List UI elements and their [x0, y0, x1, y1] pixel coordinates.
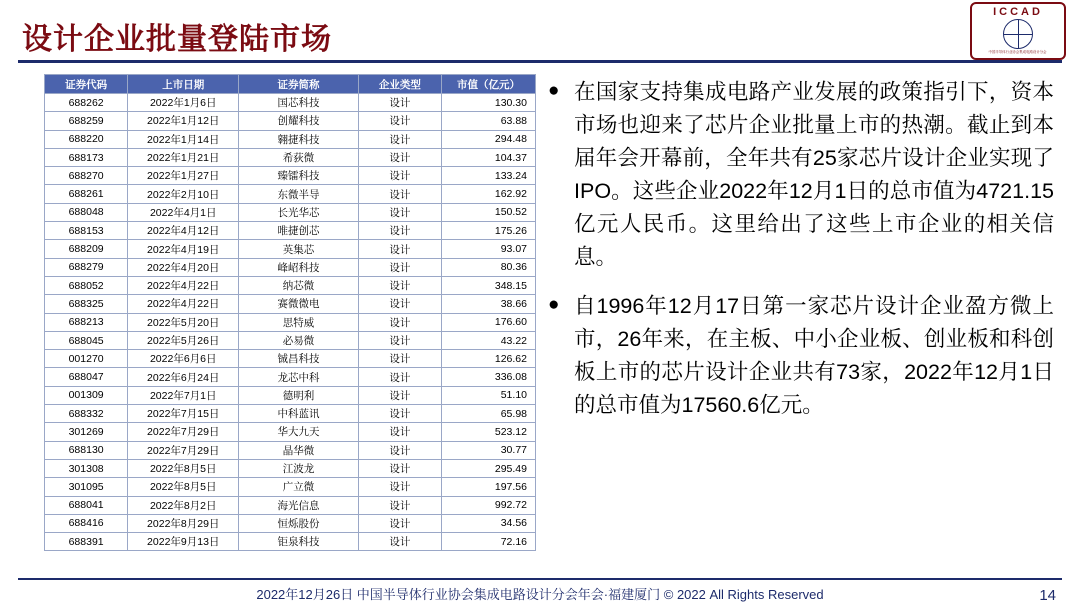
- list-item: [548, 290, 1054, 422]
- cell-marketcap: 130.30: [442, 94, 536, 112]
- cell-code: 688261: [45, 185, 128, 203]
- cell-name: 希荻微: [239, 148, 359, 166]
- table-row: [45, 386, 536, 404]
- globe-icon: [1003, 19, 1033, 49]
- cell-code: 688259: [45, 112, 128, 130]
- cell-type: 设计: [358, 240, 441, 258]
- table-row: [45, 258, 536, 276]
- logo-letters: ICCAD: [993, 6, 1043, 18]
- cell-type: 设计: [358, 533, 441, 551]
- column-header-date: 上市日期: [128, 75, 239, 94]
- cell-name: 广立微: [239, 478, 359, 496]
- cell-type: 设计: [358, 441, 441, 459]
- cell-name: 龙芯中科: [239, 368, 359, 386]
- cell-type: 设计: [358, 514, 441, 532]
- bullet-dot-icon: ●: [548, 80, 560, 101]
- cell-date: 2022年4月1日: [128, 203, 239, 221]
- cell-marketcap: 51.10: [442, 386, 536, 404]
- table-row: [45, 313, 536, 331]
- cell-name: 中科蓝讯: [239, 405, 359, 423]
- iccad-logo: [970, 2, 1066, 60]
- cell-code: 688279: [45, 258, 128, 276]
- cell-marketcap: 72.16: [442, 533, 536, 551]
- cell-name: 钜泉科技: [239, 533, 359, 551]
- bullet-list: [548, 76, 1054, 438]
- cell-code: 688153: [45, 222, 128, 240]
- cell-name: 国芯科技: [239, 94, 359, 112]
- table-row: [45, 276, 536, 294]
- cell-name: 赛微微电: [239, 295, 359, 313]
- cell-marketcap: 336.08: [442, 368, 536, 386]
- table-row: [45, 222, 536, 240]
- cell-type: 设计: [358, 276, 441, 294]
- cell-date: 2022年1月21日: [128, 148, 239, 166]
- cell-type: 设计: [358, 295, 441, 313]
- cell-code: 001270: [45, 350, 128, 368]
- cell-name: 华大九天: [239, 423, 359, 441]
- cell-code: 688391: [45, 533, 128, 551]
- cell-type: 设计: [358, 258, 441, 276]
- cell-type: 设计: [358, 496, 441, 514]
- cell-code: 688332: [45, 405, 128, 423]
- cell-code: 688270: [45, 167, 128, 185]
- cell-date: 2022年4月22日: [128, 295, 239, 313]
- cell-type: 设计: [358, 386, 441, 404]
- footer-note: 2022年12月26日 中国半导体行业协会集成电路设计分会年会·福建厦门 © 2022 All Rights Reserved: [256, 587, 824, 602]
- table-row: [45, 130, 536, 148]
- cell-type: 设计: [358, 148, 441, 166]
- cell-type: 设计: [358, 94, 441, 112]
- cell-date: 2022年4月22日: [128, 276, 239, 294]
- cell-date: 2022年1月12日: [128, 112, 239, 130]
- table-row: [45, 459, 536, 477]
- cell-date: 2022年6月24日: [128, 368, 239, 386]
- cell-name: 峰岹科技: [239, 258, 359, 276]
- table-row: [45, 478, 536, 496]
- cell-type: 设计: [358, 222, 441, 240]
- cell-marketcap: 126.62: [442, 350, 536, 368]
- table-row: [45, 533, 536, 551]
- cell-type: 设计: [358, 478, 441, 496]
- cell-marketcap: 150.52: [442, 203, 536, 221]
- cell-code: 688130: [45, 441, 128, 459]
- cell-date: 2022年6月6日: [128, 350, 239, 368]
- cell-name: 德明利: [239, 386, 359, 404]
- cell-name: 长光华芯: [239, 203, 359, 221]
- cell-code: 301095: [45, 478, 128, 496]
- listed-companies-table: [44, 74, 536, 551]
- table-row: [45, 514, 536, 532]
- cell-marketcap: 523.12: [442, 423, 536, 441]
- table-row: [45, 441, 536, 459]
- cell-date: 2022年1月6日: [128, 94, 239, 112]
- cell-name: 臻镭科技: [239, 167, 359, 185]
- cell-type: 设计: [358, 331, 441, 349]
- cell-name: 恒烁股份: [239, 514, 359, 532]
- cell-name: 海光信息: [239, 496, 359, 514]
- column-header-marketcap: 市值（亿元）: [442, 75, 536, 94]
- table-row: [45, 94, 536, 112]
- cell-marketcap: 43.22: [442, 331, 536, 349]
- cell-code: 688048: [45, 203, 128, 221]
- cell-marketcap: 63.88: [442, 112, 536, 130]
- cell-type: 设计: [358, 313, 441, 331]
- cell-code: 688209: [45, 240, 128, 258]
- cell-date: 2022年4月12日: [128, 222, 239, 240]
- table-row: [45, 112, 536, 130]
- cell-marketcap: 992.72: [442, 496, 536, 514]
- cell-code: 688173: [45, 148, 128, 166]
- cell-code: 688213: [45, 313, 128, 331]
- table-row: [45, 148, 536, 166]
- cell-code: 688325: [45, 295, 128, 313]
- cell-marketcap: 295.49: [442, 459, 536, 477]
- column-header-code: 证券代码: [45, 75, 128, 94]
- cell-marketcap: 162.92: [442, 185, 536, 203]
- cell-code: 688041: [45, 496, 128, 514]
- cell-date: 2022年8月2日: [128, 496, 239, 514]
- cell-code: 301308: [45, 459, 128, 477]
- cell-date: 2022年5月26日: [128, 331, 239, 349]
- cell-code: 688262: [45, 94, 128, 112]
- cell-marketcap: 175.26: [442, 222, 536, 240]
- table-row: [45, 368, 536, 386]
- column-header-type: 企业类型: [358, 75, 441, 94]
- bullet-dot-icon: ●: [548, 294, 560, 315]
- cell-marketcap: 294.48: [442, 130, 536, 148]
- cell-marketcap: 30.77: [442, 441, 536, 459]
- cell-type: 设计: [358, 130, 441, 148]
- table-row: [45, 203, 536, 221]
- cell-date: 2022年1月27日: [128, 167, 239, 185]
- cell-date: 2022年8月5日: [128, 459, 239, 477]
- cell-code: 688052: [45, 276, 128, 294]
- cell-date: 2022年7月29日: [128, 441, 239, 459]
- cell-type: 设计: [358, 167, 441, 185]
- cell-type: 设计: [358, 368, 441, 386]
- cell-type: 设计: [358, 112, 441, 130]
- cell-date: 2022年8月29日: [128, 514, 239, 532]
- table-row: [45, 185, 536, 203]
- cell-name: 翱捷科技: [239, 130, 359, 148]
- cell-marketcap: 133.24: [442, 167, 536, 185]
- column-header-name: 证券简称: [239, 75, 359, 94]
- cell-type: 设计: [358, 350, 441, 368]
- cell-type: 设计: [358, 203, 441, 221]
- cell-date: 2022年9月13日: [128, 533, 239, 551]
- title-divider: [18, 60, 1062, 63]
- cell-type: 设计: [358, 185, 441, 203]
- footer-divider: [18, 578, 1062, 580]
- table-row: [45, 240, 536, 258]
- cell-name: 必易微: [239, 331, 359, 349]
- cell-name: 东微半导: [239, 185, 359, 203]
- cell-name: 思特威: [239, 313, 359, 331]
- cell-date: 2022年4月20日: [128, 258, 239, 276]
- table-row: [45, 295, 536, 313]
- cell-code: 688047: [45, 368, 128, 386]
- cell-code: 688045: [45, 331, 128, 349]
- table-row: [45, 405, 536, 423]
- cell-marketcap: 93.07: [442, 240, 536, 258]
- cell-date: 2022年4月19日: [128, 240, 239, 258]
- cell-date: 2022年2月10日: [128, 185, 239, 203]
- cell-marketcap: 65.98: [442, 405, 536, 423]
- cell-marketcap: 34.56: [442, 514, 536, 532]
- cell-marketcap: 197.56: [442, 478, 536, 496]
- cell-type: 设计: [358, 405, 441, 423]
- table-row: [45, 350, 536, 368]
- cell-name: 江波龙: [239, 459, 359, 477]
- cell-name: 铖昌科技: [239, 350, 359, 368]
- cell-name: 纳芯微: [239, 276, 359, 294]
- cell-type: 设计: [358, 423, 441, 441]
- cell-code: 301269: [45, 423, 128, 441]
- cell-name: 英集芯: [239, 240, 359, 258]
- cell-name: 晶华微: [239, 441, 359, 459]
- cell-marketcap: 80.36: [442, 258, 536, 276]
- bullet-text: 自1996年12月17日第一家芯片设计企业盈方微上市，26年来，在主板、中小企业板、创业板和科创板上市的芯片设计企业共有73家，2022年12月1日的总市值为17560.6亿元。: [574, 294, 1054, 417]
- cell-date: 2022年7月1日: [128, 386, 239, 404]
- cell-marketcap: 176.60: [442, 313, 536, 331]
- cell-code: 001309: [45, 386, 128, 404]
- table-row: [45, 423, 536, 441]
- table-row: [45, 496, 536, 514]
- cell-marketcap: 38.66: [442, 295, 536, 313]
- cell-date: 2022年8月5日: [128, 478, 239, 496]
- table-row: [45, 167, 536, 185]
- bullet-text: 在国家支持集成电路产业发展的政策指引下，资本市场也迎来了芯片企业批量上市的热潮。截止到本届年会开幕前，全年共有25家芯片设计企业实现了IPO。这些企业2022年12月1日的总市值为4721.15亿元人民币。这里给出了这些上市企业的相关信息。: [574, 80, 1054, 269]
- cell-marketcap: 348.15: [442, 276, 536, 294]
- page-number: 14: [1039, 587, 1056, 604]
- cell-date: 2022年7月29日: [128, 423, 239, 441]
- cell-marketcap: 104.37: [442, 148, 536, 166]
- logo-subtitle: 中国半导体行业协会集成电路设计分会: [988, 50, 1048, 54]
- cell-type: 设计: [358, 459, 441, 477]
- list-item: [548, 76, 1054, 274]
- cell-date: 2022年1月14日: [128, 130, 239, 148]
- table-row: [45, 331, 536, 349]
- table-header-row: [45, 75, 536, 94]
- cell-name: 创耀科技: [239, 112, 359, 130]
- cell-date: 2022年7月15日: [128, 405, 239, 423]
- cell-name: 唯捷创芯: [239, 222, 359, 240]
- cell-code: 688220: [45, 130, 128, 148]
- page-title: 设计企业批量登陆市场: [22, 23, 332, 56]
- cell-date: 2022年5月20日: [128, 313, 239, 331]
- cell-code: 688416: [45, 514, 128, 532]
